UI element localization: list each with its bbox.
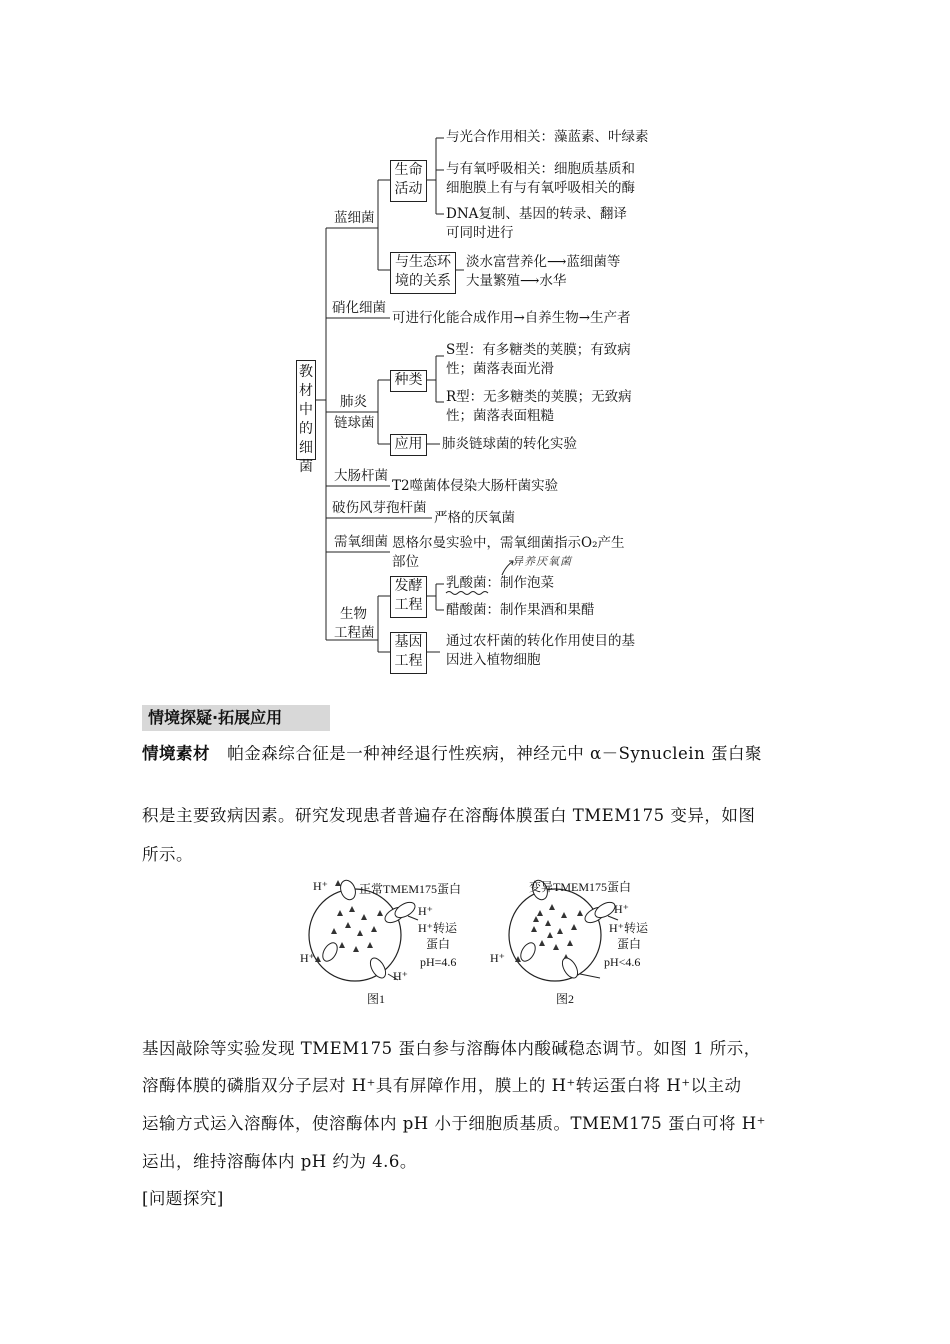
branch-tetanus: 破伤风芽孢杆菌 [332, 500, 427, 516]
leaf-respiration-2: 细胞膜上有与有氧呼吸相关的酶 [446, 180, 635, 196]
box-gene-engineering [390, 632, 427, 674]
section-title: 情境探疑·拓展应用 [142, 705, 330, 731]
fig2-caption: 图2 [556, 992, 575, 1006]
box-gene-line1: 基因 [394, 634, 423, 650]
box-types [390, 370, 427, 392]
branch-pneumococcus-1: 肺炎 [340, 394, 367, 410]
leaf-s-type-1: S型：有多糖类的荚膜；有致病 [446, 342, 631, 358]
box-application [390, 434, 427, 456]
leaf-gene-2: 因进入植物细胞 [446, 652, 541, 668]
leaf-pneumo-application: 肺炎链球菌的转化实验 [442, 436, 577, 452]
fig1-h-topleft: H⁺ [313, 879, 328, 893]
fig2-ph: pH<4.6 [604, 955, 641, 969]
leaf-r-type-1: R型：无多糖类的荚膜；无致病 [446, 389, 632, 405]
leaf-dna-2: 可同时进行 [446, 225, 514, 241]
fig2-h-left: H⁺ [490, 951, 505, 965]
body-line-4: 运出，维持溶酶体内 pH 约为 4.6。 [142, 1152, 417, 1171]
fig2-h-right: H⁺ [614, 902, 629, 916]
root-label: 教材中的细菌 [299, 364, 313, 475]
fig1-caption: 图1 [367, 992, 386, 1006]
leaf-nitrifying: 可进行化能合成作用→自养生物→生产者 [392, 310, 631, 326]
fig2-transporter-2: 蛋白 [617, 937, 642, 951]
leaf-respiration-1: 与有氧呼吸相关：细胞质基质和 [446, 161, 635, 177]
fig1-h-right: H⁺ [418, 904, 433, 918]
box-eco-line1: 与生态环 [395, 254, 451, 270]
leaf-tetanus: 严格的厌氧菌 [434, 510, 515, 526]
root-box [296, 360, 316, 475]
box-ferment-line1: 发酵 [394, 578, 423, 594]
branch-pneumococcus-2: 链球菌 [334, 415, 375, 431]
branch-aerobic: 需氧细菌 [334, 534, 388, 550]
box-application-label: 应用 [394, 436, 423, 452]
leaf-aerobic-1: 恩格尔曼实验中，需氧细菌指示O₂产生 [392, 535, 625, 551]
leaf-aerobic-2: 部位 [392, 554, 419, 570]
material-line-2: 积是主要致病因素。研究发现患者普遍存在溶酶体膜蛋白 TMEM175 变异，如图 [142, 806, 756, 825]
leaf-photosynthesis: 与光合作用相关：藻蓝素、叶绿素 [446, 129, 649, 145]
box-life-line2: 活动 [394, 181, 423, 197]
box-eco-line2: 境的关系 [395, 273, 451, 289]
branch-cyanobacteria: 蓝细菌 [334, 210, 375, 226]
fig1-transporter-2: 蛋白 [426, 937, 451, 951]
body-line-2: 溶酶体膜的磷脂双分子层对 H⁺具有屏障作用，膜上的 H⁺转运蛋白将 H⁺以主动 [142, 1076, 742, 1095]
box-gene-line2: 工程 [394, 653, 423, 669]
material-line-3: 所示。 [142, 845, 193, 864]
leaf-ecoli: T2噬菌体侵染大肠杆菌实验 [392, 478, 559, 494]
fig2-transporter-1: H⁺转运 [609, 921, 649, 935]
branch-engineered-1: 生物 [340, 606, 367, 622]
material-label: 情境素材 [142, 744, 210, 763]
leaf-eco-2: 大量繁殖⟶水华 [466, 273, 567, 289]
handwritten-note: 异养厌氧菌 [512, 555, 572, 568]
box-types-label: 种类 [394, 372, 423, 388]
fig1-h-bottom: H⁺ [393, 969, 408, 983]
leaf-s-type-2: 性；菌落表面光滑 [446, 361, 554, 377]
box-fermentation [390, 576, 427, 618]
fig1-title: 正常TMEM175蛋白 [359, 882, 462, 896]
box-ecology [390, 252, 456, 294]
box-life-line1: 生命 [394, 162, 423, 178]
fig1-transporter-1: H⁺转运 [418, 921, 458, 935]
box-life-activity [390, 160, 427, 202]
branch-ecoli: 大肠杆菌 [334, 468, 388, 484]
fig2-title: 变异TMEM175蛋白 [529, 880, 632, 894]
branch-nitrifying: 硝化细菌 [332, 300, 386, 316]
question-heading: [问题探究] [142, 1189, 224, 1208]
material-line-1 [142, 735, 812, 772]
fig1-ph: pH=4.6 [420, 955, 457, 969]
body-line-3: 运输方式运入溶酶体，使溶酶体内 pH 小于细胞质基质。TMEM175 蛋白可将 H⁺ [142, 1114, 766, 1133]
leaf-gene-1: 通过农杆菌的转化作用使目的基 [446, 633, 635, 649]
box-ferment-line2: 工程 [394, 597, 423, 613]
material-text-1: 帕金森综合征是一种神经退行性疾病，神经元中 α－Synuclein 蛋白聚 [227, 744, 762, 763]
fig1-h-left: H⁺ [300, 951, 315, 965]
branch-engineered-2: 工程菌 [334, 625, 375, 641]
leaf-eco-1: 淡水富营养化⟶蓝细菌等 [466, 254, 621, 270]
leaf-lactic: 乳酸菌：制作泡菜 [446, 575, 554, 591]
leaf-acetic: 醋酸菌：制作果酒和果醋 [446, 602, 595, 618]
leaf-r-type-2: 性；菌落表面粗糙 [446, 408, 554, 424]
body-line-1: 基因敲除等实验发现 TMEM175 蛋白参与溶酶体内酸碱稳态调节。如图 1 所示， [142, 1039, 761, 1058]
leaf-dna-1: DNA复制、基因的转录、翻译 [446, 206, 627, 222]
